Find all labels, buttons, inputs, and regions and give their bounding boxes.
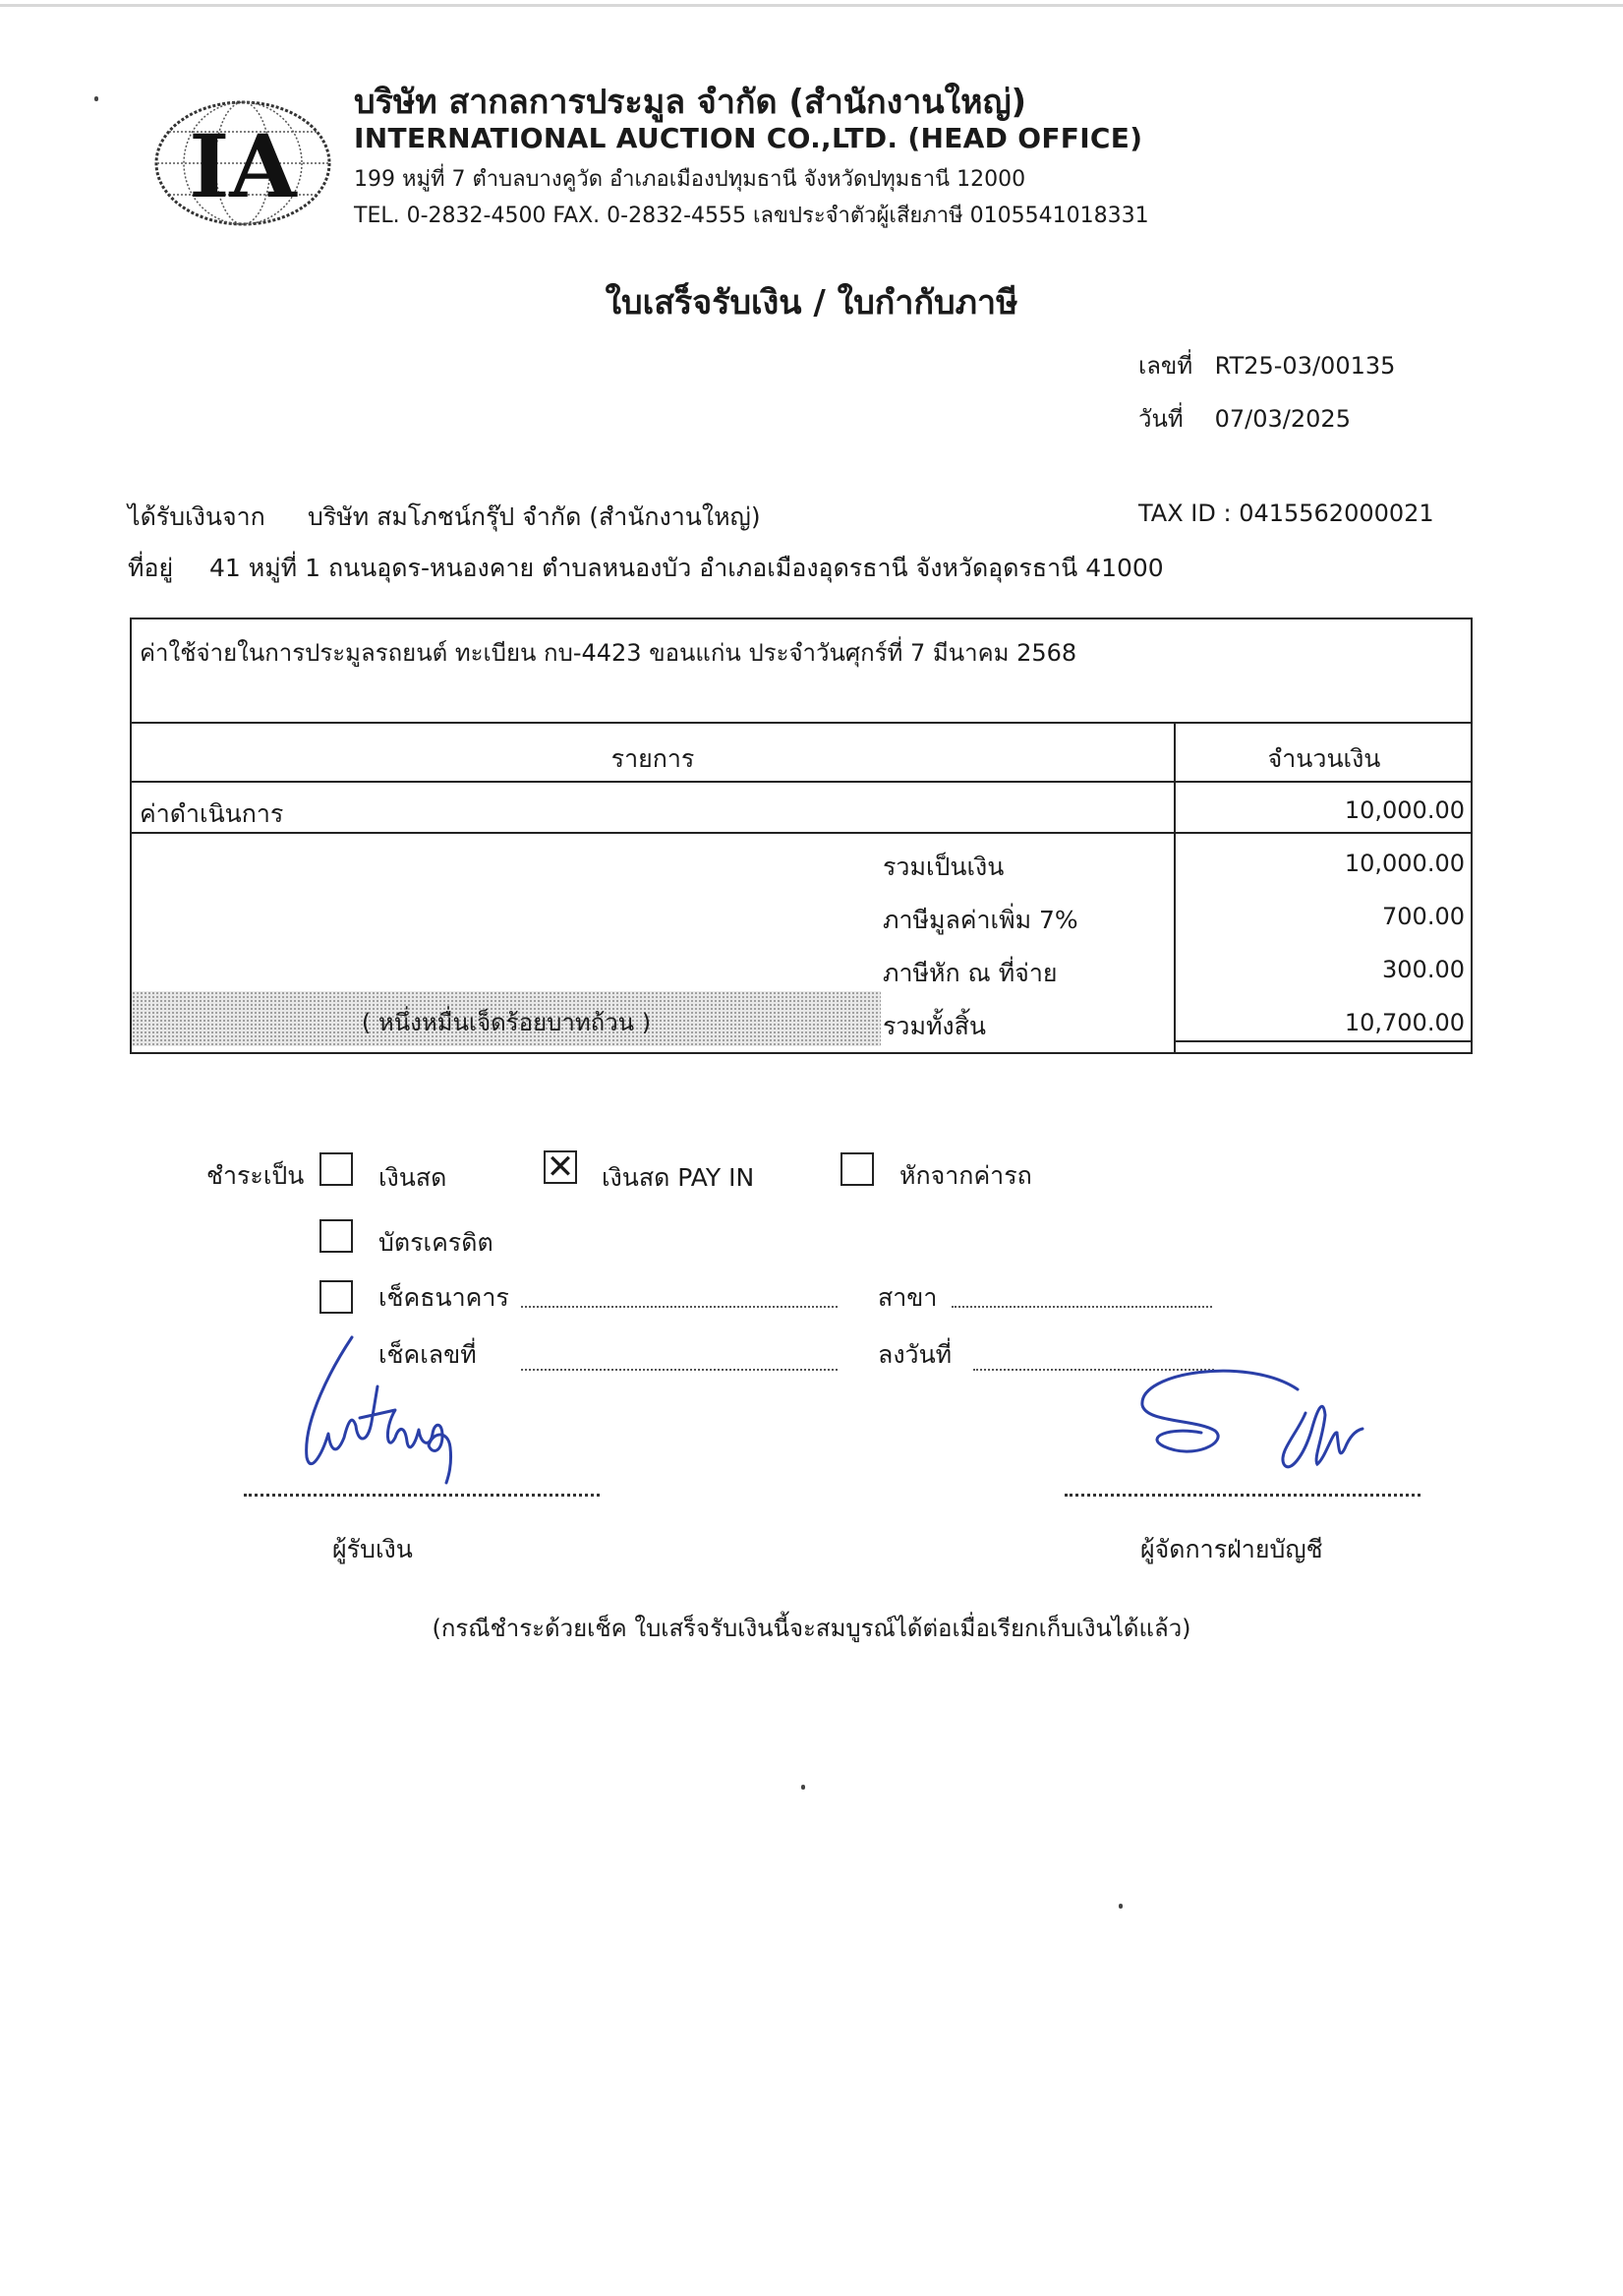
bank-field-line[interactable] <box>521 1304 838 1308</box>
grand-total-label: รวมทั้งสิ้น <box>883 1012 986 1040</box>
manager-caption: ผู้จัดการฝ่ายบัญชี <box>1140 1535 1323 1563</box>
grand-total-amount: 10,700.00 <box>1344 1009 1465 1036</box>
receipt-table <box>130 618 1473 1054</box>
scan-edge <box>0 4 1623 7</box>
withholding-tax-amount: 300.00 <box>1382 956 1465 983</box>
bank-cheque-label: เช็คธนาคาร <box>378 1283 509 1312</box>
withholding-tax-label: ภาษีหัก ณ ที่จ่าย <box>883 959 1058 987</box>
scan-speck <box>1119 1904 1123 1909</box>
cheque-number-label: เช็คเลขที่ <box>378 1340 477 1369</box>
receipt-date-label: วันที่ <box>1138 405 1184 433</box>
branch-field-line[interactable] <box>952 1304 1212 1308</box>
cheque-number-field-line[interactable] <box>521 1367 838 1371</box>
customer-tax-id: TAX ID : 0415562000021 <box>1138 500 1434 527</box>
vat-amount: 700.00 <box>1382 903 1465 930</box>
cash-payin-label: เงินสด PAY IN <box>602 1163 755 1192</box>
divider <box>132 722 1473 724</box>
receiver-signature-line <box>244 1491 600 1497</box>
total-in-words: ( หนึ่งหมื่นเจ็ดร้อยบาทถ้วน ) <box>361 1009 652 1036</box>
company-address: 199 หมู่ที่ 7 ตำบลบางคูวัด อำเภอเมืองปทุมธานี จังหวัดปทุมธานี 12000 <box>354 167 1026 192</box>
scan-speck <box>94 96 98 101</box>
table-description: ค่าใช้จ่ายในการประมูลรถยนต์ ทะเบียน กบ-4423 ขอนแก่น ประจำวันศุกร์ที่ 7 มีนาคม 2568 <box>140 639 1077 667</box>
divider <box>132 832 1473 834</box>
branch-label: สาขา <box>878 1283 938 1312</box>
credit-card-checkbox[interactable] <box>319 1219 353 1253</box>
payment-method-label: ชำระเป็น <box>206 1161 305 1190</box>
scan-speck <box>801 1785 805 1790</box>
receipt-number-row <box>1138 346 1395 384</box>
customer-address-row <box>128 549 1164 588</box>
credit-card-label: บัตรเครดิต <box>378 1228 493 1257</box>
deduct-from-car-checkbox[interactable] <box>840 1152 874 1186</box>
receipt-date-row <box>1138 399 1351 438</box>
deduct-from-car-label: หักจากค่ารถ <box>899 1161 1032 1190</box>
receipt-number-label: เลขที่ <box>1138 352 1193 380</box>
column-header-item: รายการ <box>610 744 695 773</box>
receipt-date: 07/03/2025 <box>1214 405 1351 433</box>
receiver-caption: ผู้รับเงิน <box>332 1535 413 1563</box>
subtotal-amount: 10,000.00 <box>1344 850 1465 877</box>
manager-signature <box>1130 1362 1386 1490</box>
vat-label: ภาษีมูลค่าเพิ่ม 7% <box>883 906 1078 934</box>
customer-address-label: ที่อยู่ <box>128 554 174 582</box>
line-item-amount: 10,000.00 <box>1344 796 1465 824</box>
cash-checkbox[interactable] <box>319 1152 353 1186</box>
divider <box>1176 1040 1473 1042</box>
divider <box>132 781 1473 783</box>
receiver-signature <box>285 1327 482 1495</box>
subtotal-label: รวมเป็นเงิน <box>883 853 1005 881</box>
cheque-footnote: (กรณีชำระด้วยเช็ค ใบเสร็จรับเงินนี้จะสมบูรณ์ได้ต่อเมื่อเรียกเก็บเงินได้แล้ว) <box>432 1615 1191 1642</box>
line-item-name: ค่าดำเนินการ <box>140 799 284 828</box>
receipt-number: RT25-03/00135 <box>1214 352 1396 380</box>
company-contact: TEL. 0-2832-4500 FAX. 0-2832-4555 เลขประจำตัวผู้เสียภาษี 0105541018331 <box>354 204 1149 228</box>
customer-address: 41 หมู่ที่ 1 ถนนอุดร-หนองคาย ตำบลหนองบัว อำเภอเมืองอุดรธานี จังหวัดอุดรธานี 41000 <box>208 554 1164 582</box>
bank-cheque-checkbox[interactable] <box>319 1280 353 1314</box>
customer-name: บริษัท สมโภชน์กรุ๊ป จำกัด (สำนักงานใหญ่) <box>307 502 761 531</box>
company-logo <box>149 94 336 232</box>
received-from-label: ได้รับเงินจาก <box>128 502 265 531</box>
company-name-thai: บริษัท สากลการประมูล จำกัด (สำนักงานใหญ่) <box>354 83 1027 122</box>
column-header-amount: จำนวนเงิน <box>1267 744 1381 773</box>
svg-text:IA: IA <box>189 115 297 217</box>
manager-signature-line <box>1065 1491 1420 1497</box>
cheque-date-label: ลงวันที่ <box>878 1340 953 1369</box>
cash-label: เงินสด <box>378 1163 447 1192</box>
cash-payin-checkbox[interactable]: ✕ <box>544 1150 577 1184</box>
company-name-english: INTERNATIONAL AUCTION CO.,LTD. (HEAD OFFICE) <box>354 122 1143 154</box>
received-from-row <box>128 498 761 537</box>
document-title: ใบเสร็จรับเงิน / ใบกำกับภาษี <box>605 283 1018 323</box>
